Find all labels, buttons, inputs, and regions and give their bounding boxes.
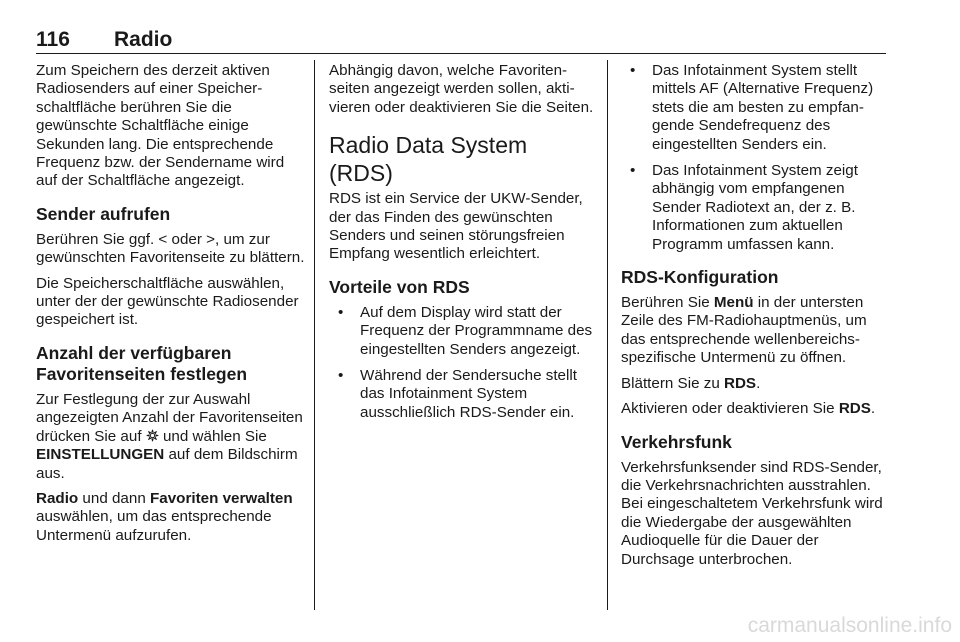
label-menu: Menü bbox=[713, 294, 754, 312]
paragraph-activate-pages: Abhängig davon, welche Favoritenseiten angezeigt werden sollen, aktivieren oder deaktivieren Sie die Seiten. bbox=[329, 62, 594, 116]
greater-than-symbol: > bbox=[206, 230, 216, 248]
header-divider bbox=[36, 53, 886, 54]
chapter-title: Radio bbox=[114, 28, 173, 51]
column-3 bbox=[621, 62, 889, 576]
gear-icon bbox=[146, 429, 159, 442]
label-favoriten-verwalten: Favoriten verwalten bbox=[150, 489, 293, 507]
page-number: 116 bbox=[36, 28, 70, 51]
paragraph-scroll-rds: Blättern Sie zu RDS. bbox=[621, 374, 761, 392]
paragraph-manage-favourites: Radio und dann Favoriten verwalten auswählen, um das entsprechende Untermenü aufzurufen. bbox=[36, 489, 293, 544]
paragraph-open-menu: Berühren Sie Menü in der untersten Zeile des FM-Radiohauptmenüs, um das entsprechende wellenbereichsspezifische Untermenü zu öffnen. bbox=[621, 294, 867, 367]
heading-vorteile-rds: Vorteile von RDS bbox=[329, 276, 470, 297]
less-than-symbol: < bbox=[158, 230, 168, 248]
paragraph-select-button: Die Speicherschaltfläche auswählen, unter der der gewünschte Radiosender gespeichert ist. bbox=[36, 274, 299, 329]
page-header bbox=[36, 28, 886, 52]
bullet-icon: • bbox=[630, 162, 636, 180]
paragraph-set-favourites-count: Zur Festlegung der zur Auswahl angezeigten Anzahl der Favoritenseiten drücken Sie auf und wählen Sie EINSTELLUNGEN auf dem Bildschirm aus. bbox=[36, 390, 303, 482]
bullet-icon: • bbox=[338, 367, 344, 385]
rds-advantages-list-continued bbox=[621, 62, 889, 254]
label-rds: RDS bbox=[838, 400, 871, 418]
bullet-icon: • bbox=[338, 303, 344, 321]
column-2 bbox=[329, 62, 597, 430]
heading-rds: Radio Data System (RDS) bbox=[329, 132, 528, 187]
list-item: • Das Infotainment System zeigt abhängig vom empfangenen Sender Radiotext an, der z. B. Informationen zum aktuellen Programm umfassen kann. bbox=[630, 162, 858, 253]
label-rds: RDS bbox=[724, 374, 757, 392]
paragraph-page-navigation: Berühren Sie ggf. < oder >, um zur gewünschten Favoritenseite zu blättern. bbox=[36, 230, 305, 267]
column-1 bbox=[36, 62, 306, 552]
watermark: carmanualsonline.info bbox=[747, 614, 952, 637]
label-einstellungen: EINSTELLUNGEN bbox=[36, 446, 165, 464]
bullet-icon: • bbox=[630, 62, 636, 79]
paragraph-save-station: Zum Speichern des derzeit aktiven Radiosenders auf einer Speicherschaltfläche berühren Sie die gewünschte Schaltfläche einige Sekunden lang. Die entsprechende Frequenz bzw. der Sendername wird auf der Schaltfläche angezeigt. bbox=[36, 62, 285, 190]
paragraph-traffic-info: Verkehrsfunksender sind RDS-Sender, die Verkehrsnachrichten ausstrahlen. Bei eingeschaltetem Verkehrsfunk wird die Wiedergabe der ausgewählten Audioquelle für die Dauer der Durchsage unterbrochen. bbox=[621, 458, 883, 568]
heading-verkehrsfunk: Verkehrsfunk bbox=[621, 431, 732, 452]
heading-sender-aufrufen: Sender aufrufen bbox=[36, 203, 171, 224]
column-divider-1 bbox=[314, 60, 315, 610]
list-item: • Während der Sendersuche stellt das Infotainment System ausschließlich RDS-Sender ein. bbox=[338, 367, 577, 421]
rds-advantages-list bbox=[329, 304, 597, 422]
paragraph-toggle-rds: Aktivieren oder deaktivieren Sie RDS. bbox=[621, 400, 876, 418]
heading-anzahl-favoritenseiten: Anzahl der verfügbaren Favoritenseiten festlegen bbox=[36, 342, 248, 384]
heading-rds-konfiguration: RDS-Konfiguration bbox=[621, 267, 779, 288]
column-divider-2 bbox=[607, 60, 608, 610]
label-radio: Radio bbox=[36, 489, 79, 507]
list-item: • Das Infotainment System stellt mittels AF (Alternative Frequenz) stets die am besten zu empfangende Sendefrequenz des eingestellten Senders ein. bbox=[630, 62, 874, 153]
paragraph-rds-intro: RDS ist ein Service der UKW-Sender, der das Finden des gewünschten Senders und seinen störungsfreien Empfang wesentlich erleichtert. bbox=[329, 190, 583, 263]
list-item: • Auf dem Display wird statt der Frequenz der Programmname des eingestellten Senders angezeigt. bbox=[338, 303, 593, 358]
